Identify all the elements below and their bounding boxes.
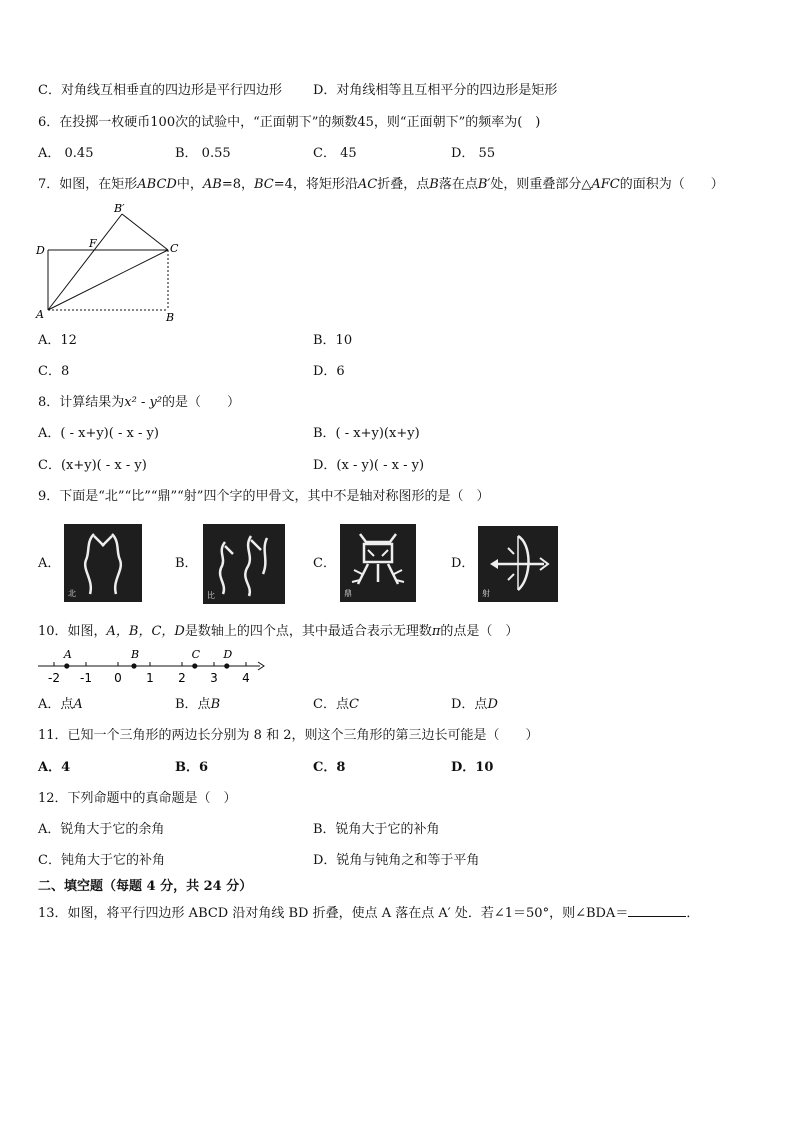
q6-option-b: B． 0.55 xyxy=(175,146,231,161)
q8-option-c: C．(x+y)( - x - y) xyxy=(38,458,147,473)
label-a: A xyxy=(36,308,44,321)
caption-ding: 鼎 xyxy=(344,589,352,598)
segment-ac xyxy=(48,250,168,310)
q10-option-b: B．点B xyxy=(175,697,221,712)
q6-stem: 6．在投掷一枚硬币100次的试验中，“正面朝下”的频数45，则“正面朝下”的频率为( ) xyxy=(38,115,541,130)
tick-label: -1 xyxy=(80,671,92,685)
q11-option-b: B．6 xyxy=(175,760,209,775)
tick-label: 4 xyxy=(242,671,250,685)
point-label-c: C xyxy=(191,648,201,661)
q7-figure xyxy=(30,200,190,325)
q8-stem: 8．计算结果为x² - y²的是（ ） xyxy=(38,395,241,410)
oracle-she-icon xyxy=(478,526,558,602)
point-label-b: B xyxy=(130,648,140,661)
q11-option-a: A．4 xyxy=(38,760,71,775)
q12-option-a: A．锐角大于它的余角 xyxy=(38,822,165,837)
q8-option-a: A．( - x+y)( - x - y) xyxy=(38,426,159,441)
q5-option-d: D．对角线相等且互相平分的四边形是矩形 xyxy=(313,83,558,98)
segment-ab-prime xyxy=(48,214,122,310)
oracle-bei-image xyxy=(64,524,142,602)
point-label-d: D xyxy=(223,648,233,661)
point-d xyxy=(224,663,229,668)
q9-option-a: A． xyxy=(38,556,61,571)
tick-label: 1 xyxy=(146,671,154,685)
q7-option-b: B．10 xyxy=(313,333,353,348)
q10-option-a: A．点A xyxy=(38,697,83,712)
q13-stem: 13．如图，将平行四边形 ABCD 沿对角线 BD 折叠，使点 A 落在点 A′ 处．若∠1＝50°，则∠BDA＝ ． xyxy=(38,906,700,921)
q7-option-c: C．8 xyxy=(38,364,70,379)
q7-option-a: A．12 xyxy=(38,333,77,348)
point-b xyxy=(131,663,136,668)
q7-option-d: D．6 xyxy=(313,364,345,379)
q9-option-b: B． xyxy=(175,556,198,571)
segment-b-prime-c xyxy=(122,214,168,250)
oracle-bi-image xyxy=(203,524,285,604)
label-f: F xyxy=(89,237,97,250)
section-heading-fill-blank: 二、填空题（每题 4 分，共 24 分） xyxy=(38,879,253,894)
oracle-she-image xyxy=(478,526,558,602)
q6-option-a: A． 0.45 xyxy=(38,146,94,161)
q12-option-c: C．钝角大于它的补角 xyxy=(38,853,165,868)
tick-label: 2 xyxy=(178,671,186,685)
oracle-bi-icon xyxy=(203,524,285,604)
q9-option-d: D． xyxy=(451,556,475,571)
point-a xyxy=(64,663,69,668)
label-b: B xyxy=(166,311,175,324)
q10-option-d: D．点D xyxy=(451,697,498,712)
q8-option-d: D．(x - y)( - x - y) xyxy=(313,458,425,473)
caption-she: 射 xyxy=(482,589,490,598)
q11-option-c: C．8 xyxy=(313,760,346,775)
q7-stem: 7．如图，在矩形ABCD中，AB=8，BC=4，将矩形沿AC折叠，点B落在点B′处，则重叠部分△AFC的面积为（ ） xyxy=(38,177,724,192)
tick-label: -2 xyxy=(48,671,60,685)
q12-option-d: D．锐角与钝角之和等于平角 xyxy=(313,853,480,868)
label-d: D xyxy=(36,244,45,257)
label-b-prime: B′ xyxy=(114,202,125,215)
q8-option-b: B．( - x+y)(x+y) xyxy=(313,426,420,441)
q10-option-c: C．点C xyxy=(313,697,359,712)
label-c: C xyxy=(170,242,179,255)
q10-stem: 10．如图，A，B，C，D是数轴上的四个点，其中最适合表示无理数π的点是（ ） xyxy=(38,624,519,639)
point-c xyxy=(192,663,197,668)
tick-label: 0 xyxy=(114,671,122,685)
q12-stem: 12．下列命题中的真命题是（ ） xyxy=(38,791,237,806)
tick-label: 3 xyxy=(210,671,218,685)
q6-option-c: C． 45 xyxy=(313,146,357,161)
q9-stem: 9．下面是“北”“比”“鼎”“射”四个字的甲骨文，其中不是轴对称图形的是（ ） xyxy=(38,489,490,504)
q6-option-d: D． 55 xyxy=(451,146,496,161)
q13-answer-blank[interactable] xyxy=(628,904,686,917)
caption-bi: 比 xyxy=(207,591,215,600)
caption-bei: 北 xyxy=(68,589,76,598)
q9-option-c: C． xyxy=(313,556,336,571)
q12-option-b: B．锐角大于它的补角 xyxy=(313,822,440,837)
point-label-a: A xyxy=(63,648,72,661)
q5-option-c: C．对角线互相垂直的四边形是平行四边形 xyxy=(38,83,282,98)
number-line xyxy=(32,646,272,688)
q11-option-d: D．10 xyxy=(451,760,494,775)
oracle-ding-image xyxy=(340,524,416,602)
q11-stem: 11．已知一个三角形的两边长分别为 8 和 2，则这个三角形的第三边长可能是（ ） xyxy=(38,728,539,743)
